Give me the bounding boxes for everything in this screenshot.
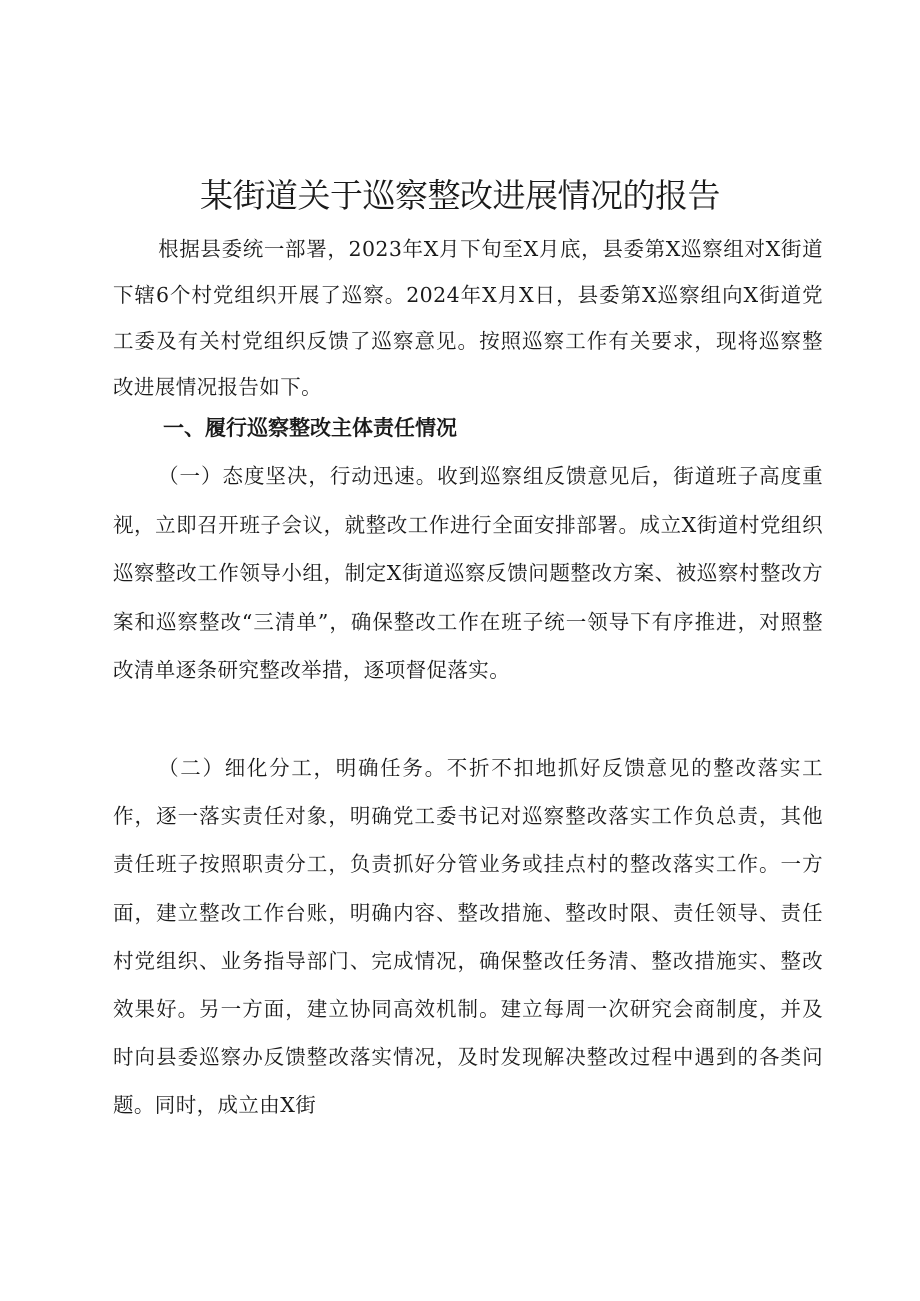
item-two-paragraph: （二）细化分工，明确任务。不折不扣地抓好反馈意见的整改落实工作，逐一落实责任对象，明确党工委书记对巡察整改落实工作负总责，其他责任班子按照职责分工，负责抓好分管业务或挂点村的整改落实工作。一方面，建立整改工作台账，明确内容、整改措施、整改时限、责任领导、责任村党组织、业务指导部门、完成情况，确保整改任务清、整改措施实、整改效果好。另一方面，建立协同高效机制。建立每周一次研究会商制度，并及时向县委巡察办反馈整改落实情况，及时发现解决整改过程中遇到的各类问题。同时，成立由X街 xyxy=(113,756,823,1118)
item-one-paragraph: （一）态度坚决，行动迅速。收到巡察组反馈意见后，街道班子高度重视，立即召开班子会议，就整改工作进行全面安排部署。成立X街道村党组织巡察整改工作领导小组，制定X街道巡察反馈问题整改方案、被巡察村整改方案和巡察整改“三清单”，确保整改工作在班子统一领导下有序推进，对照整改清单逐条研究整改举措，逐项督促落实。 xyxy=(113,464,823,682)
document-title: 某街道关于巡察整改进展情况的报告 xyxy=(200,176,720,215)
section-heading: 一、履行巡察整改主体责任情况 xyxy=(163,416,457,440)
intro-paragraph: 根据县委统一部署，2023年X月下旬至X月底，县委第X巡察组对X街道下辖6个村党组织开展了巡察。2024年X月X日，县委第X巡察组向X街道党工委及有关村党组织反馈了巡察意见。按照巡察工作有关要求，现将巡察整改进展情况报告如下。 xyxy=(113,237,823,399)
